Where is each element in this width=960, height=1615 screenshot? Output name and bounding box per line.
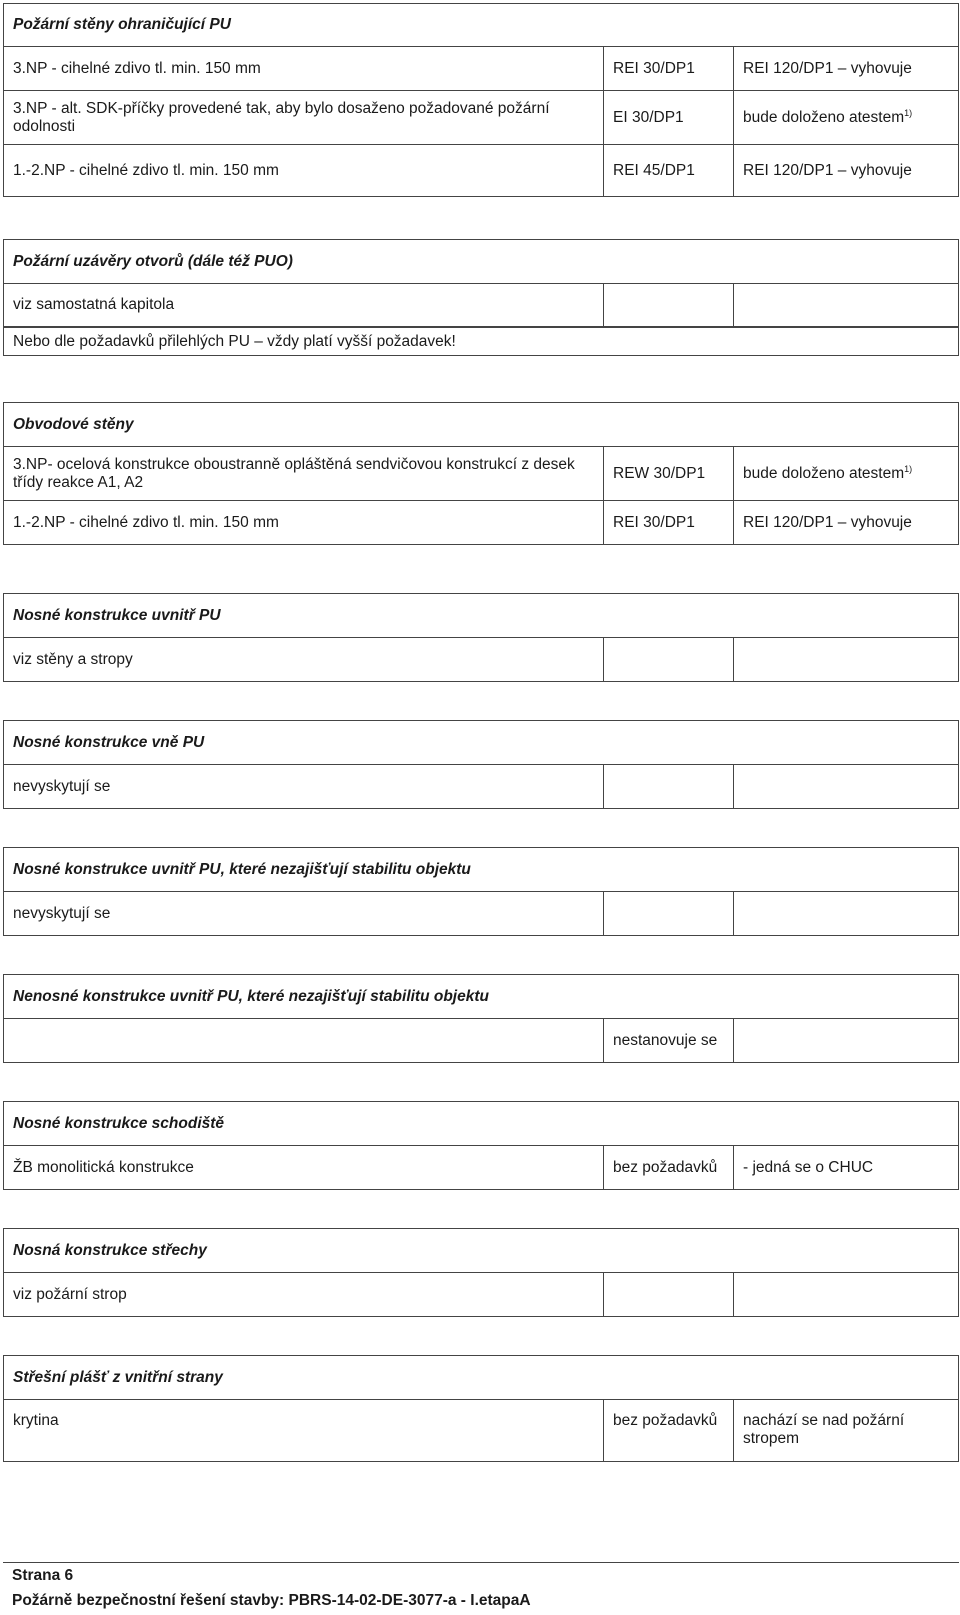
required-cell: REI 45/DP1 bbox=[604, 145, 734, 197]
section-header-row bbox=[4, 1356, 959, 1400]
section-table bbox=[3, 1228, 959, 1317]
table-row bbox=[4, 1400, 959, 1462]
section-header-row bbox=[4, 4, 959, 47]
structural-section bbox=[3, 1228, 959, 1317]
table-row bbox=[4, 892, 959, 936]
required-cell: nestanovuje se bbox=[604, 1019, 734, 1063]
required-cell bbox=[604, 765, 734, 809]
section-header-row bbox=[4, 240, 959, 284]
closures-section bbox=[3, 239, 959, 356]
section-title: Obvodové stěny bbox=[4, 403, 959, 447]
table-row bbox=[4, 47, 959, 91]
section-header-row bbox=[4, 594, 959, 638]
actual-cell bbox=[734, 91, 959, 145]
structural-section bbox=[3, 1101, 959, 1190]
actual-cell bbox=[734, 892, 959, 936]
section-header-row bbox=[4, 721, 959, 765]
item-cell: nevyskytují se bbox=[4, 892, 604, 936]
note-text: Nebo dle požadavků přilehlých PU – vždy platí vyšší požadavek! bbox=[4, 328, 959, 356]
section-title: Nosné konstrukce vně PU bbox=[4, 721, 959, 765]
section-title: Nosné konstrukce uvnitř PU, které nezajišťují stabilitu objektu bbox=[4, 848, 959, 892]
required-cell bbox=[604, 284, 734, 327]
section-title: Požární stěny ohraničující PU bbox=[4, 4, 959, 47]
table-row bbox=[4, 1273, 959, 1317]
structural-section bbox=[3, 593, 959, 682]
section-table bbox=[3, 720, 959, 809]
page-number: Strana 6 bbox=[12, 1567, 74, 1584]
section-header-row bbox=[4, 975, 959, 1019]
item-cell: ŽB monolitická konstrukce bbox=[4, 1146, 604, 1190]
section-table bbox=[3, 974, 959, 1063]
perimeter-walls-section bbox=[3, 402, 959, 545]
section-title: Požární uzávěry otvorů (dále též PUO) bbox=[4, 240, 959, 284]
section-title: Střešní plášť z vnitřní strany bbox=[4, 1356, 959, 1400]
footnote-mark: 1) bbox=[904, 463, 913, 474]
table-row bbox=[4, 145, 959, 197]
section-header-row bbox=[4, 1102, 959, 1146]
actual-text: REI 120/DP1 – vyhovuje bbox=[743, 59, 912, 77]
item-cell: 3.NP - alt. SDK-příčky provedené tak, aby bylo dosaženo požadované požární odolnosti bbox=[4, 91, 604, 145]
item-cell: viz stěny a stropy bbox=[4, 638, 604, 682]
section-table bbox=[3, 1355, 959, 1462]
item-cell: 1.-2.NP - cihelné zdivo tl. min. 150 mm bbox=[4, 145, 604, 197]
item-cell: viz požární strop bbox=[4, 1273, 604, 1317]
document-title: Požárně bezpečnostní řešení stavby: PBRS-14-02-DE-3077-a - I.etapaA bbox=[12, 1592, 531, 1609]
required-cell bbox=[604, 638, 734, 682]
required-cell: bez požadavků bbox=[604, 1400, 734, 1462]
table-row bbox=[4, 447, 959, 501]
section-title: Nosné konstrukce schodiště bbox=[4, 1102, 959, 1146]
actual-cell: nachází se nad požární stropem bbox=[734, 1400, 959, 1462]
item-cell: nevyskytují se bbox=[4, 765, 604, 809]
actual-cell bbox=[734, 765, 959, 809]
required-cell: REI 30/DP1 bbox=[604, 47, 734, 91]
actual-cell bbox=[734, 501, 959, 545]
perimeter-walls-table bbox=[3, 402, 959, 545]
table-row bbox=[4, 765, 959, 809]
structural-section bbox=[3, 974, 959, 1063]
section-table bbox=[3, 593, 959, 682]
table-row bbox=[4, 284, 959, 327]
item-cell: viz samostatná kapitola bbox=[4, 284, 604, 327]
actual-cell bbox=[734, 145, 959, 197]
section-title: Nenosné konstrukce uvnitř PU, které nezajišťují stabilitu objektu bbox=[4, 975, 959, 1019]
required-cell: EI 30/DP1 bbox=[604, 91, 734, 145]
section-header-row bbox=[4, 848, 959, 892]
section-title: Nosná konstrukce střechy bbox=[4, 1229, 959, 1273]
item-cell bbox=[4, 1019, 604, 1063]
footer-rule bbox=[3, 1562, 959, 1563]
required-cell: bez požadavků bbox=[604, 1146, 734, 1190]
section-title: Nosné konstrukce uvnitř PU bbox=[4, 594, 959, 638]
required-cell: REI 30/DP1 bbox=[604, 501, 734, 545]
actual-cell: - jedná se o CHUC bbox=[734, 1146, 959, 1190]
structural-section bbox=[3, 847, 959, 936]
actual-text: bude doloženo atestem bbox=[743, 464, 905, 482]
actual-cell bbox=[734, 1019, 959, 1063]
required-cell bbox=[604, 892, 734, 936]
actual-cell bbox=[734, 284, 959, 327]
closures-table bbox=[3, 239, 959, 327]
item-cell: 3.NP- ocelová konstrukce oboustranně opláštěná sendvičovou konstrukcí z desek třídy reakce A1, A2 bbox=[4, 447, 604, 501]
actual-text: REI 120/DP1 – vyhovuje bbox=[743, 161, 912, 179]
structural-section bbox=[3, 720, 959, 809]
fire-walls-section bbox=[3, 3, 959, 197]
item-cell: 1.-2.NP - cihelné zdivo tl. min. 150 mm bbox=[4, 501, 604, 545]
table-row bbox=[4, 501, 959, 545]
item-cell: krytina bbox=[4, 1400, 604, 1462]
actual-cell bbox=[734, 1273, 959, 1317]
item-cell: 3.NP - cihelné zdivo tl. min. 150 mm bbox=[4, 47, 604, 91]
actual-cell bbox=[734, 47, 959, 91]
actual-cell bbox=[734, 638, 959, 682]
footnote-mark: 1) bbox=[904, 107, 913, 118]
actual-text: REI 120/DP1 – vyhovuje bbox=[743, 513, 912, 531]
structural-section bbox=[3, 1355, 959, 1462]
table-row bbox=[4, 91, 959, 145]
table-row bbox=[4, 1019, 959, 1063]
table-row bbox=[4, 1146, 959, 1190]
actual-cell bbox=[734, 447, 959, 501]
table-row bbox=[4, 638, 959, 682]
section-table bbox=[3, 847, 959, 936]
required-cell: REW 30/DP1 bbox=[604, 447, 734, 501]
section-header-row bbox=[4, 1229, 959, 1273]
actual-text: bude doloženo atestem bbox=[743, 108, 905, 126]
section-header-row bbox=[4, 403, 959, 447]
section-table bbox=[3, 1101, 959, 1190]
required-cell bbox=[604, 1273, 734, 1317]
closures-note bbox=[3, 327, 959, 356]
fire-walls-table bbox=[3, 3, 959, 197]
